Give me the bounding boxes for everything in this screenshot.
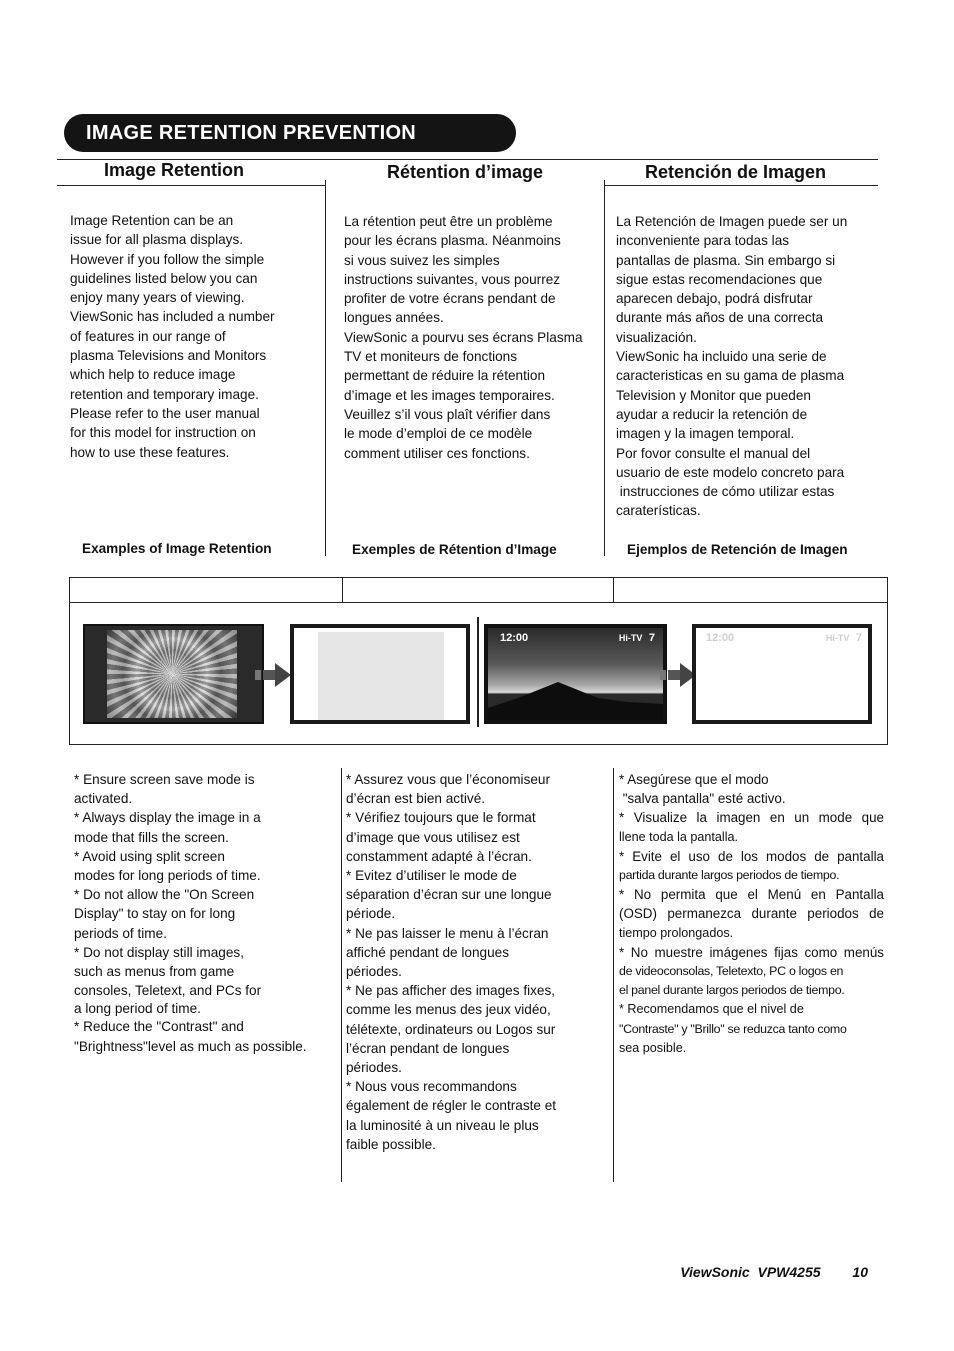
table-header-divider <box>613 577 614 602</box>
text-line: aparecen debajo, podrá disfrutar <box>616 291 813 307</box>
osd-channel-number: 7 <box>648 632 655 644</box>
intro-spanish <box>616 212 878 521</box>
text-line: Television y Monitor que pueden <box>616 387 811 403</box>
examples-heading-french: Exemples de Rétention d’Image <box>352 542 557 557</box>
tv-screen-flower <box>83 624 264 724</box>
tip-line: modes for long periods of time. <box>74 868 261 884</box>
tip-line: * No permita que el Menú en Pantalla <box>619 887 884 903</box>
text-line: d’image et les images temporaires. <box>344 387 555 403</box>
examples-heading-spanish: Ejemplos de Retención de Imagen <box>627 542 848 557</box>
text-line: ViewSonic ha incluido una serie de <box>616 349 827 365</box>
text-line: plasma Televisions and Monitors <box>70 348 267 364</box>
text-line: caracteristicas en su gama de plasma <box>616 368 845 384</box>
tip-line: * Ne pas afficher des images fixes, <box>346 983 556 999</box>
intro-english <box>70 211 320 462</box>
osd-time: 12:00 <box>500 632 529 644</box>
tip-line: périodes. <box>346 1060 402 1076</box>
text-line: pour les écrans plasma. Néanmoins <box>344 233 561 249</box>
tip-line: * Nous vous recommandons <box>346 1079 517 1095</box>
tip-line: * Ne pas laisser le menu à l’écran <box>346 925 549 941</box>
tip-line: sea posible. <box>619 1040 687 1055</box>
text-line: Veuillez s’il vous plaît vérifier dans <box>344 406 551 422</box>
tip-line: d’écran est bien activé. <box>346 791 486 807</box>
text-line: longues années. <box>344 310 444 326</box>
tip-line: d’image que vous utilisez est <box>346 829 520 845</box>
tip-line: également de régler le contraste et <box>346 1098 557 1114</box>
tip-line: el panel durante largos periodos de tiempo. <box>619 983 845 998</box>
text-line: pantallas de plasma. Sin embargo si <box>616 252 836 268</box>
tip-line: llene toda la pantalla. <box>619 829 739 844</box>
text-line: instrucciones de cómo utilizar estas <box>616 484 835 500</box>
text-line: enjoy many years of viewing. <box>70 290 245 306</box>
page-footer <box>680 1264 868 1280</box>
text-line: le mode d’emploi de ce modèle <box>344 426 533 442</box>
column-divider <box>341 768 342 1182</box>
section-title: IMAGE RETENTION PREVENTION <box>86 122 417 144</box>
column-divider <box>613 768 614 1182</box>
tip-line: * Assurez vous que l’économiseur <box>346 772 551 787</box>
text-line: TV et moniteurs de fonctions <box>344 349 518 365</box>
tip-line: * Vérifiez toujours que le format <box>346 810 536 826</box>
text-line: inconveniente para todas las <box>616 233 790 249</box>
tip-line: de videoconsolas, Teletexto, PC o logos en <box>619 964 844 979</box>
header-rule-bottom-right <box>604 185 878 186</box>
text-line: visualización. <box>616 329 697 345</box>
retained-ghost <box>318 632 444 720</box>
column-divider <box>325 180 326 556</box>
tip-line: * Do not allow the "On Screen <box>74 887 255 903</box>
examples-heading-english: Examples of Image Retention <box>82 541 272 556</box>
tip-line: such as menus from game <box>74 964 235 980</box>
text-line: durante más años de una correcta <box>616 310 824 326</box>
tv-screen-retained-osd <box>692 624 872 724</box>
text-line: how to use these features. <box>70 444 230 460</box>
tip-line: tiempo prolongados. <box>619 925 734 940</box>
text-line: However if you follow the simple <box>70 251 265 267</box>
text-line: comment utiliser ces fonctions. <box>344 445 530 461</box>
text-line: usuario de este modelo concreto para <box>616 464 845 480</box>
tip-line: faible possible. <box>346 1136 436 1152</box>
tip-line: consoles, Teletext, and PCs for <box>74 983 262 999</box>
text-line: ViewSonic a pourvu ses écrans Plasma <box>344 329 583 345</box>
tip-line: * Evitez d’utiliser le mode de <box>346 868 517 884</box>
tv-screen-retained-flower <box>290 624 470 724</box>
ghost-osd-channel-name: Hi-TV <box>825 633 850 643</box>
tip-line: constamment adapté à l’écran. <box>346 848 532 864</box>
text-line: which help to reduce image <box>70 367 236 383</box>
text-line: La Retención de Imagen puede ser un <box>616 214 848 229</box>
text-line: Please refer to the user manual <box>70 405 260 421</box>
tv-screen-mountain <box>484 624 667 724</box>
text-line: ViewSonic has included a number <box>70 309 275 325</box>
text-line: of features in our range of <box>70 328 226 344</box>
tip-line: a long period of time. <box>74 1001 201 1017</box>
table-header-divider <box>342 577 343 602</box>
tips-spanish <box>619 770 884 1058</box>
tip-line: Display" to stay on for long <box>74 906 236 922</box>
arrow-right-icon <box>255 663 291 687</box>
text-line: imagen y la imagen temporal. <box>616 426 795 442</box>
footer-page-number: 10 <box>852 1264 868 1280</box>
tip-line: * Do not display still images, <box>74 944 244 960</box>
tip-line: periods of time. <box>74 925 167 941</box>
tip-line: "Brightness"level as much as possible. <box>74 1038 307 1054</box>
tip-line: activated. <box>74 791 133 807</box>
tip-line: "salva pantalla" esté activo. <box>619 791 786 807</box>
tip-line: * Ensure screen save mode is <box>74 772 255 787</box>
tip-line: période. <box>346 906 396 922</box>
tip-line: comme les menus des jeux vidéo, <box>346 1002 551 1018</box>
text-line: profiter de votre écrans pendant de <box>344 291 556 307</box>
heading-english: Image Retention <box>104 160 245 180</box>
text-line: Por fovor consulte el manual del <box>616 445 811 461</box>
tip-line: * Avoid using split screen <box>74 848 225 864</box>
tip-line: la luminosité à un niveau le plus <box>346 1117 539 1133</box>
tip-line: * Reduce the "Contrast" and <box>74 1019 244 1035</box>
column-divider <box>604 180 605 556</box>
intro-french <box>344 212 602 463</box>
tip-line: * Always display the image in a <box>74 810 261 826</box>
tip-line: séparation d’écran sur une longue <box>346 887 552 903</box>
text-line: for this model for instruction on <box>70 425 256 441</box>
table-header-rule <box>69 602 888 603</box>
text-line: si vous suivez les simples <box>344 252 500 268</box>
tip-line: * Visualize la imagen en un mode que <box>619 810 884 826</box>
footer-model: ViewSonic VPW4255 <box>680 1264 821 1280</box>
tips-english <box>74 770 338 1056</box>
flower-petals <box>107 630 237 718</box>
tip-line: * No muestre imágenes fijas como menús <box>619 944 884 960</box>
text-line: issue for all plasma displays. <box>70 232 244 248</box>
osd-channel <box>619 632 655 644</box>
tip-line: * Recomendamos que el nivel de <box>619 1002 804 1017</box>
text-line: permettant de réduire la rétention <box>344 368 546 384</box>
ghost-osd-channel-number: 7 <box>855 632 862 644</box>
text-line: La rétention peut être un problème <box>344 214 553 229</box>
heading-french: Rétention d’image <box>387 162 544 182</box>
text-line: sigue estas recomendaciones que <box>616 271 823 287</box>
text-line: retention and temporary image. <box>70 386 259 402</box>
tip-line: "Contraste" y "Brillo" se reduzca tanto como <box>619 1021 847 1036</box>
text-line: guidelines listed below you can <box>70 270 258 286</box>
text-line: instructions suivantes, vous pourrez <box>344 271 561 287</box>
tip-line: (OSD) permanezca durante periodos de <box>619 906 884 922</box>
arrow-right-icon <box>660 663 696 687</box>
tip-line: partida durante largos periodos de tiempo. <box>619 868 840 883</box>
ghost-osd-channel <box>826 632 862 644</box>
tip-line: mode that fills the screen. <box>74 829 229 845</box>
text-line: Image Retention can be an <box>70 213 234 228</box>
tip-line: périodes. <box>346 964 402 980</box>
ghost-osd-time: 12:00 <box>706 632 735 644</box>
tip-line: affiché pendant de longues <box>346 944 510 960</box>
heading-spanish: Retención de Imagen <box>645 162 827 182</box>
header-rule-bottom-left <box>57 185 326 186</box>
text-line: caraterísticas. <box>616 503 701 519</box>
text-line: ayudar a reducir la retención de <box>616 406 808 422</box>
tip-line: * Evite el uso de los modos de pantalla <box>619 848 884 864</box>
tip-line: l’écran pendant de longues <box>346 1040 510 1056</box>
table-image-divider <box>477 617 479 727</box>
tip-line: * Asegúrese que el modo <box>619 772 769 787</box>
tips-french <box>346 770 610 1154</box>
osd-channel-name: Hi-TV <box>618 633 643 643</box>
tip-line: télétexte, ordinateurs ou Logos sur <box>346 1021 556 1037</box>
